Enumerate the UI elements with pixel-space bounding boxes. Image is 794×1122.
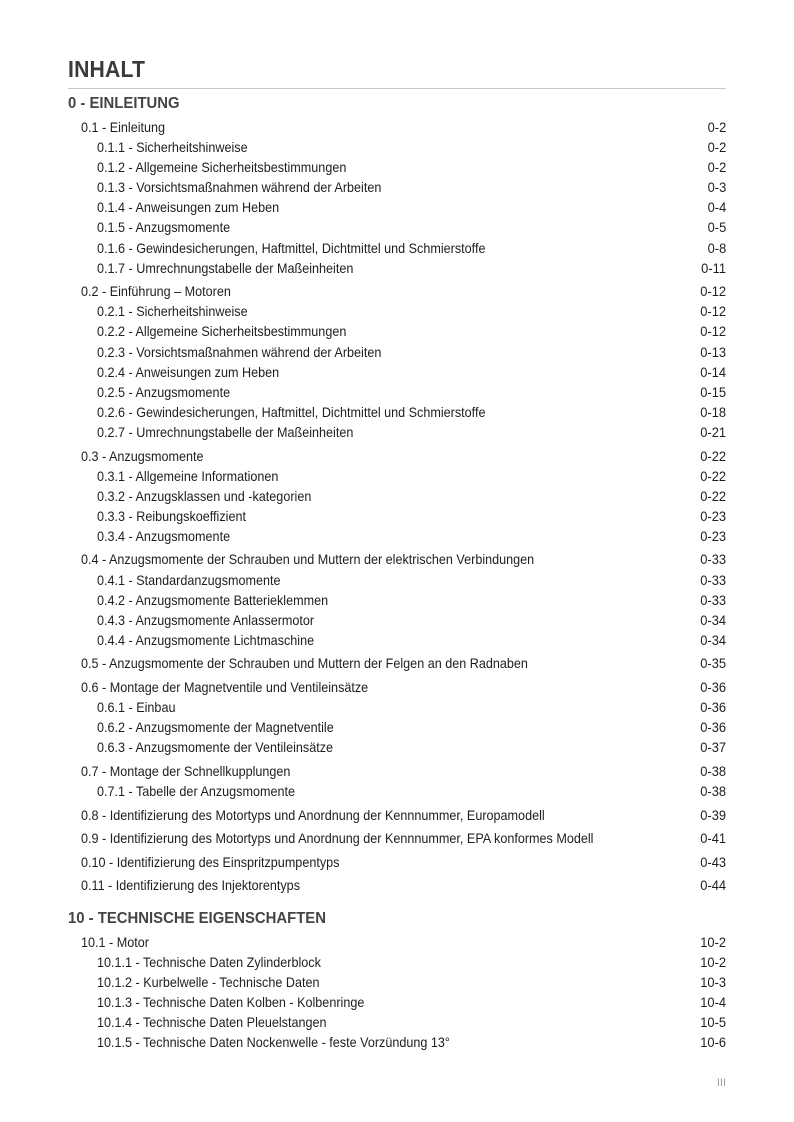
toc-entry-label: 10.1.3 - Technische Daten Kolben - Kolbenringe	[97, 994, 365, 1011]
toc-subentry[interactable]	[68, 486, 726, 506]
toc-subentry[interactable]	[68, 402, 726, 422]
toc-entry-label: 0.3.2 - Anzugsklassen und -kategorien	[97, 487, 312, 504]
toc-entry-label: 0.6.1 - Einbau	[97, 699, 176, 716]
toc-group	[68, 281, 726, 442]
toc-entry-page: 10-5	[700, 1014, 726, 1031]
toc-entry-label: 0.7.1 - Tabelle der Anzugsmomente	[97, 783, 295, 799]
toc-entry-page: 0-4	[707, 199, 726, 216]
toc-subentry[interactable]	[68, 217, 726, 237]
title-divider	[68, 88, 726, 89]
toc-entry-label: 0.8 - Identifizierung des Motortyps und Anordnung der Kennnummer, Europamodell	[81, 806, 545, 823]
toc-entry-page: 0-12	[700, 323, 726, 340]
toc-entry[interactable]	[68, 446, 726, 466]
toc-subentry[interactable]	[68, 342, 726, 362]
toc-entry-label: 0.9 - Identifizierung des Motortyps und Anordnung der Kennnummer, EPA konformes Modell	[81, 830, 594, 847]
toc-subentry[interactable]	[68, 137, 726, 157]
toc-entry-page: 0-13	[700, 343, 726, 360]
toc-entry-label: 0.2.3 - Vorsichtsmaßnahmen während der Arbeiten	[97, 343, 382, 360]
toc-subentry[interactable]	[68, 506, 726, 526]
toc-group	[68, 446, 726, 546]
toc-entry-page: 0-15	[700, 383, 726, 400]
toc-entry-page: 0-33	[700, 591, 726, 608]
toc-entry[interactable]	[68, 761, 726, 781]
toc-entry-page: 0-36	[700, 679, 726, 696]
toc-subentry[interactable]	[68, 526, 726, 546]
toc-entry-label: 0.2.5 - Anzugsmomente	[97, 383, 231, 400]
toc-entry-label: 0.1.2 - Allgemeine Sicherheitsbestimmungen	[97, 159, 347, 176]
toc-entry[interactable]	[68, 875, 726, 895]
toc-entry-page: 0-43	[700, 853, 726, 870]
toc-subentry[interactable]	[68, 717, 726, 737]
toc-entry-page: 0-14	[700, 363, 726, 380]
toc-entry-label: 0.11 - Identifizierung des Injektorentyps	[81, 877, 300, 894]
toc-entry-label: 0.1 - Einleitung	[81, 119, 166, 135]
toc-group	[68, 932, 726, 1053]
toc-entry-label: 0.2.2 - Allgemeine Sicherheitsbestimmungen	[97, 323, 347, 340]
toc-entry-label: 0.1.5 - Anzugsmomente	[97, 219, 231, 236]
toc-entry-label: 0.4.3 - Anzugsmomente Anlassermotor	[97, 611, 315, 628]
toc-entry-page: 10-2	[700, 934, 726, 950]
toc-entry-page: 0-39	[700, 806, 726, 823]
toc-entry[interactable]	[68, 852, 726, 872]
toc-entry-page: 0-12	[700, 303, 726, 320]
toc-entry-label: 0.4.2 - Anzugsmomente Batterieklemmen	[97, 591, 329, 608]
toc-entry-page: 10-4	[700, 994, 726, 1011]
toc-subentry[interactable]	[68, 1032, 726, 1052]
toc-entry-label: 0.2.1 - Sicherheitshinweise	[97, 303, 248, 320]
toc-entry-page: 0-38	[700, 783, 726, 799]
toc-entry[interactable]	[68, 932, 726, 952]
toc-entry-page: 0-34	[700, 611, 726, 628]
toc-entry-label: 0.2.4 - Anweisungen zum Heben	[97, 363, 280, 380]
toc-entry-label: 0.3.1 - Allgemeine Informationen	[97, 467, 279, 484]
toc-subentry[interactable]	[68, 422, 726, 442]
toc-entry-page: 0-33	[700, 571, 726, 588]
toc-entry-label: 0.6.2 - Anzugsmomente der Magnetventile	[97, 719, 334, 736]
toc-group	[68, 549, 726, 649]
toc-entry-page: 0-22	[700, 467, 726, 484]
toc-entry-label: 0.1.7 - Umrechnungstabelle der Maßeinheiten	[97, 259, 354, 276]
toc-entry-page: 10-3	[700, 974, 726, 991]
toc-entry-label: 10.1.1 - Technische Daten Zylinderblock	[97, 954, 321, 971]
toc-section-einleitung	[68, 93, 726, 899]
toc-subentry[interactable]	[68, 570, 726, 590]
toc-subentry[interactable]	[68, 321, 726, 341]
toc-entry-page: 0-23	[700, 507, 726, 524]
toc-entry[interactable]	[68, 828, 726, 848]
toc-entry-page: 0-33	[700, 551, 726, 568]
toc-subentry[interactable]	[68, 362, 726, 382]
toc-entry-label: 0.7 - Montage der Schnellkupplungen	[81, 762, 291, 779]
toc-entry-page: 0-12	[700, 283, 726, 300]
toc-entry-label: 0.3.3 - Reibungskoeffizient	[97, 507, 246, 524]
toc-group	[68, 653, 726, 673]
toc-subentry[interactable]	[68, 697, 726, 717]
toc-entry-label: 0.1.3 - Vorsichtsmaßnahmen während der Arbeiten	[97, 179, 382, 196]
toc-subentry[interactable]	[68, 382, 726, 402]
toc-entry-label: 10.1.2 - Kurbelwelle - Technische Daten	[97, 974, 320, 991]
toc-subentry[interactable]	[68, 972, 726, 992]
toc-entry-page: 0-38	[700, 762, 726, 779]
toc-subentry[interactable]	[68, 258, 726, 278]
toc-subentry[interactable]	[68, 590, 726, 610]
toc-group	[68, 805, 726, 825]
toc-entry-page: 0-36	[700, 719, 726, 736]
toc-group	[68, 677, 726, 757]
toc-entry-label: 0.10 - Identifizierung des Einspritzpumpentyps	[81, 853, 340, 870]
toc-subentry[interactable]	[68, 992, 726, 1012]
toc-entry-label: 0.1.1 - Sicherheitshinweise	[97, 139, 248, 156]
toc-entry-page: 0-21	[700, 423, 726, 440]
toc-entry-label: 0.6 - Montage der Magnetventile und Ventileinsätze	[81, 679, 369, 696]
toc-entry[interactable]	[68, 653, 726, 673]
toc-group	[68, 117, 726, 278]
toc-subentry[interactable]	[68, 157, 726, 177]
toc-entry-label: 0.4.1 - Standardanzugsmomente	[97, 571, 281, 588]
toc-entry-page: 0-34	[700, 631, 726, 648]
section-heading: 10 - TECHNISCHE EIGENSCHAFTEN	[68, 910, 326, 927]
toc-entry[interactable]	[68, 677, 726, 697]
toc-entry-page: 0-8	[707, 239, 726, 256]
toc-group	[68, 828, 726, 848]
toc-entry-page: 10-6	[700, 1034, 726, 1051]
toc-entry-label: 0.1.6 - Gewindesicherungen, Haftmittel, Dichtmittel und Schmierstoffe	[97, 239, 486, 256]
toc-entry-label: 0.5 - Anzugsmomente der Schrauben und Muttern der Felgen an den Radnaben	[81, 655, 528, 672]
toc-entry-page: 10-2	[700, 954, 726, 971]
toc-entry[interactable]	[68, 281, 726, 301]
toc-entry-label: 10.1.4 - Technische Daten Pleuelstangen	[97, 1014, 327, 1031]
toc-section-technische-eigenschaften	[68, 908, 726, 1056]
toc-entry-page: 0-41	[700, 830, 726, 847]
toc-entry-page: 0-5	[707, 219, 726, 236]
toc-subentry[interactable]	[68, 177, 726, 197]
toc-subentry[interactable]	[68, 466, 726, 486]
page-number: III	[716, 1077, 726, 1089]
toc-entry-page: 0-18	[700, 403, 726, 420]
toc-entry-page: 0-11	[701, 259, 726, 276]
toc-entry-page: 0-2	[707, 139, 726, 156]
toc-subentry[interactable]	[68, 781, 726, 801]
toc-entry-label: 0.2.7 - Umrechnungstabelle der Maßeinheiten	[97, 423, 354, 440]
toc-subentry[interactable]	[68, 238, 726, 258]
toc-group	[68, 761, 726, 801]
toc-subentry[interactable]	[68, 610, 726, 630]
toc-subentry[interactable]	[68, 197, 726, 217]
toc-entry-label: 0.4.4 - Anzugsmomente Lichtmaschine	[97, 631, 315, 648]
toc-entry-page: 0-44	[700, 877, 726, 894]
toc-group	[68, 852, 726, 872]
toc-entry-label: 0.4 - Anzugsmomente der Schrauben und Muttern der elektrischen Verbindungen	[81, 551, 535, 568]
toc-subentry[interactable]	[68, 630, 726, 650]
toc-entry[interactable]	[68, 549, 726, 569]
toc-entry-label: 0.3 - Anzugsmomente	[81, 447, 204, 464]
page-title: INHALT	[68, 56, 146, 82]
toc-entry-page: 0-23	[700, 527, 726, 544]
toc-entry-page: 0-35	[700, 655, 726, 672]
toc-entry-page: 0-37	[700, 739, 726, 756]
toc-entry-page: 0-36	[700, 699, 726, 716]
toc-subentry[interactable]	[68, 301, 726, 321]
toc-group	[68, 875, 726, 895]
toc-entry-label: 0.3.4 - Anzugsmomente	[97, 527, 231, 544]
toc-entry-label: 0.2.6 - Gewindesicherungen, Haftmittel, Dichtmittel und Schmierstoffe	[97, 403, 486, 420]
section-heading: 0 - EINLEITUNG	[68, 95, 180, 112]
toc-entry-label: 10.1 - Motor	[81, 934, 149, 950]
toc-entry-label: 10.1.5 - Technische Daten Nockenwelle - feste Vorzündung 13°	[97, 1034, 450, 1051]
toc-entry-page: 0-22	[700, 447, 726, 464]
toc-subentry[interactable]	[68, 737, 726, 757]
toc-entry-page: 0-22	[700, 487, 726, 504]
toc-entry-page: 0-3	[707, 179, 726, 196]
toc-entry-page: 0-2	[707, 119, 726, 135]
toc-entry-label: 0.1.4 - Anweisungen zum Heben	[97, 199, 280, 216]
toc-entry-label: 0.6.3 - Anzugsmomente der Ventileinsätze	[97, 739, 334, 756]
toc-entry-page: 0-2	[707, 159, 726, 176]
toc-entry[interactable]	[68, 117, 726, 137]
toc-entry-label: 0.2 - Einführung – Motoren	[81, 283, 231, 300]
toc-entry[interactable]	[68, 805, 726, 825]
toc-subentry[interactable]	[68, 1012, 726, 1032]
toc-subentry[interactable]	[68, 952, 726, 972]
